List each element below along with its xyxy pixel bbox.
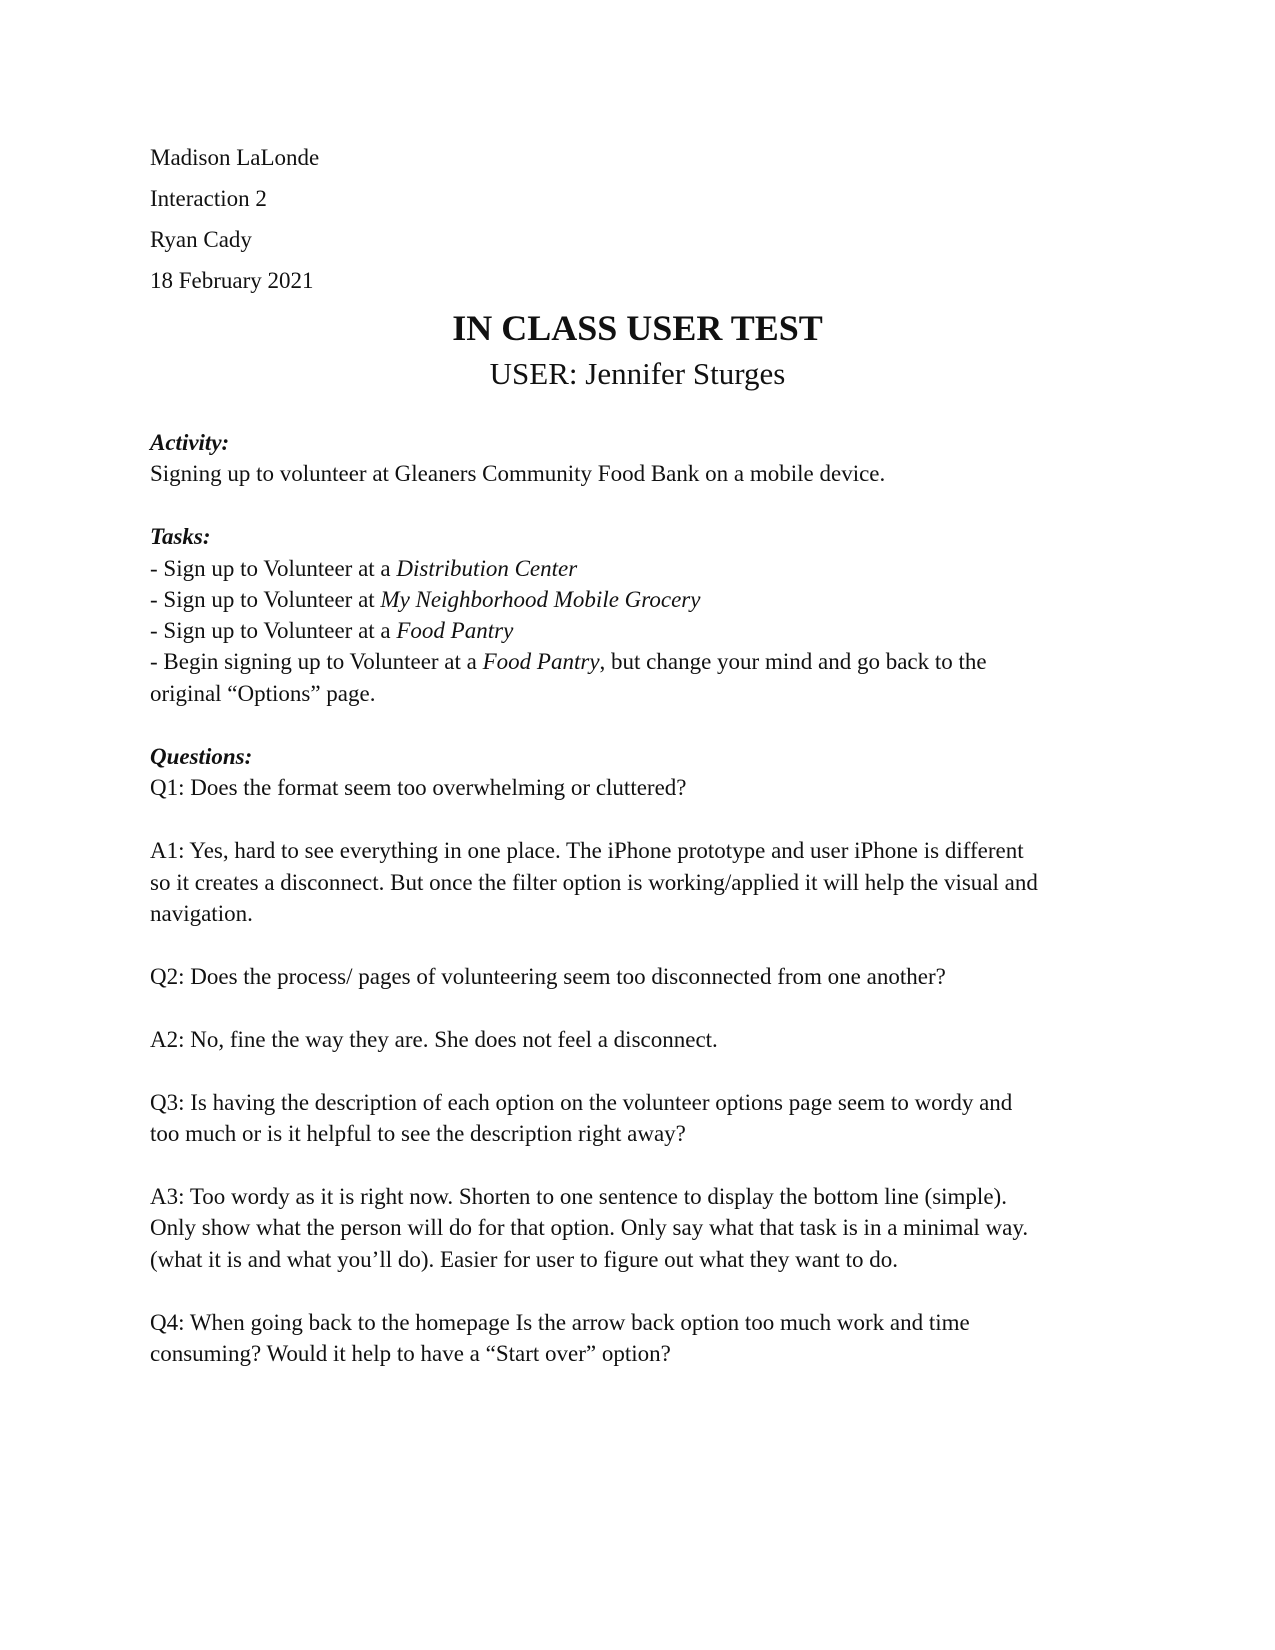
questions-heading: Questions: [150, 744, 253, 769]
task-emphasis: Food Pantry [482, 649, 600, 674]
question-3-line-2: too much or is it helpful to see the description right away? [150, 1121, 686, 1146]
question-1: Q1: Does the format seem too overwhelming or cluttered? [150, 775, 687, 800]
task-item [150, 553, 577, 585]
task-item [150, 615, 513, 647]
answer-3-line-3: (what it is and what you’ll do). Easier for user to figure out what they want to do. [150, 1247, 898, 1272]
question-4-line-2: consuming? Would it help to have a “Start over” option? [150, 1341, 671, 1366]
task-text: - Sign up to Volunteer at [150, 587, 381, 612]
task-emphasis: Food Pantry [396, 618, 514, 643]
answer-2: A2: No, fine the way they are. She does not feel a disconnect. [150, 1027, 718, 1052]
instructor-name: Ryan Cady [150, 227, 252, 252]
question-2: Q2: Does the process/ pages of volunteering seem too disconnected from one another? [150, 964, 946, 989]
task-text: - Sign up to Volunteer at a [150, 556, 397, 581]
answer-1-line-2: so it creates a disconnect. But once the filter option is working/applied it will help the visual and [150, 870, 1038, 895]
task-item [150, 646, 987, 678]
document-date: 18 February 2021 [150, 268, 314, 293]
task-text: - Sign up to Volunteer at a [150, 618, 397, 643]
activity-heading: Activity: [150, 430, 230, 455]
task-text-suffix: , but change your mind and go back to the [599, 649, 987, 674]
course-name: Interaction 2 [150, 186, 267, 211]
question-4-line-1: Q4: When going back to the homepage Is the arrow back option too much work and time [150, 1310, 970, 1335]
answer-3-line-1: A3: Too wordy as it is right now. Shorten to one sentence to display the bottom line (simple). [150, 1184, 1007, 1209]
document-title: IN CLASS USER TEST [452, 308, 823, 348]
tasks-heading: Tasks: [150, 524, 211, 549]
question-3-line-1: Q3: Is having the description of each option on the volunteer options page seem to wordy and [150, 1090, 1013, 1115]
author-name: Madison LaLonde [150, 145, 320, 170]
activity-text: Signing up to volunteer at Gleaners Community Food Bank on a mobile device. [150, 461, 886, 486]
task-item [150, 584, 700, 616]
document-subtitle: USER: Jennifer Sturges [489, 356, 786, 391]
answer-3-line-2: Only show what the person will do for that option. Only say what that task is in a minimal way. [150, 1215, 1029, 1240]
task-emphasis: Distribution Center [396, 556, 578, 581]
answer-1-line-3: navigation. [150, 901, 253, 926]
task-emphasis: My Neighborhood Mobile Grocery [380, 587, 701, 612]
task-item-continued: original “Options” page. [150, 681, 376, 706]
task-text: - Begin signing up to Volunteer at a [150, 649, 483, 674]
answer-1-line-1: A1: Yes, hard to see everything in one place. The iPhone prototype and user iPhone is different [150, 838, 1024, 863]
